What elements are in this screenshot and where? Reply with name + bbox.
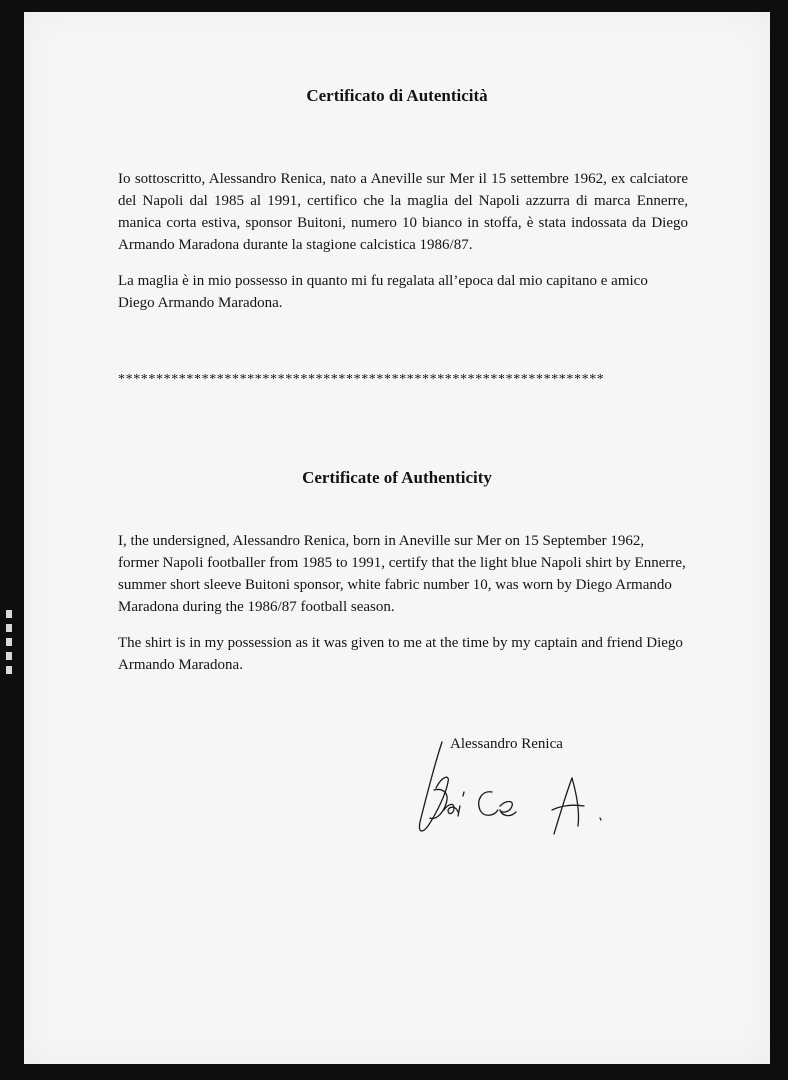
english-paragraph-2: The shirt is in my possession as it was given to me at the time by my captain and friend Diego Armando Maradona. bbox=[118, 635, 683, 673]
english-paragraph-1: I, the undersigned, Alessandro Renica, born in Aneville sur Mer on 15 September 1962, former Napoli footballer from 1985 to 1991, certify that the light blue Napoli shirt by Ennerre, summer short sleeve Buitoni sponsor, white fabric number 10, was worn by Diego Armando Maradona during the 1986/87 football season. bbox=[118, 533, 686, 615]
scanner-edge-marks bbox=[6, 610, 18, 690]
certificate-page bbox=[24, 12, 770, 1064]
italian-paragraph-2: La maglia è in mio possesso in quanto mi fu regalata all’epoca dal mio capitano e amico Diego Armando Maradona. bbox=[118, 273, 648, 311]
italian-paragraph-1: Io sottoscritto, Alessandro Renica, nato a Aneville sur Mer il 15 settembre 1962, ex calciatore del Napoli dal 1985 al 1991, certifico che la maglia del Napoli azzurra di marca Ennerre, manica corta estiva, sponsor Buitoni, numero 10 bianco in stoffa, è stata indossata da Diego Armando Maradona durante la stagione calcistica 1986/87. bbox=[118, 171, 688, 253]
signer-name: Alessandro Renica bbox=[450, 736, 563, 752]
handwritten-signature-icon bbox=[384, 730, 614, 850]
italian-title: Certificato di Autenticità bbox=[306, 86, 488, 105]
asterisk-separator: **************************************************************** bbox=[118, 372, 605, 387]
english-title: Certificate of Authenticity bbox=[302, 468, 492, 487]
